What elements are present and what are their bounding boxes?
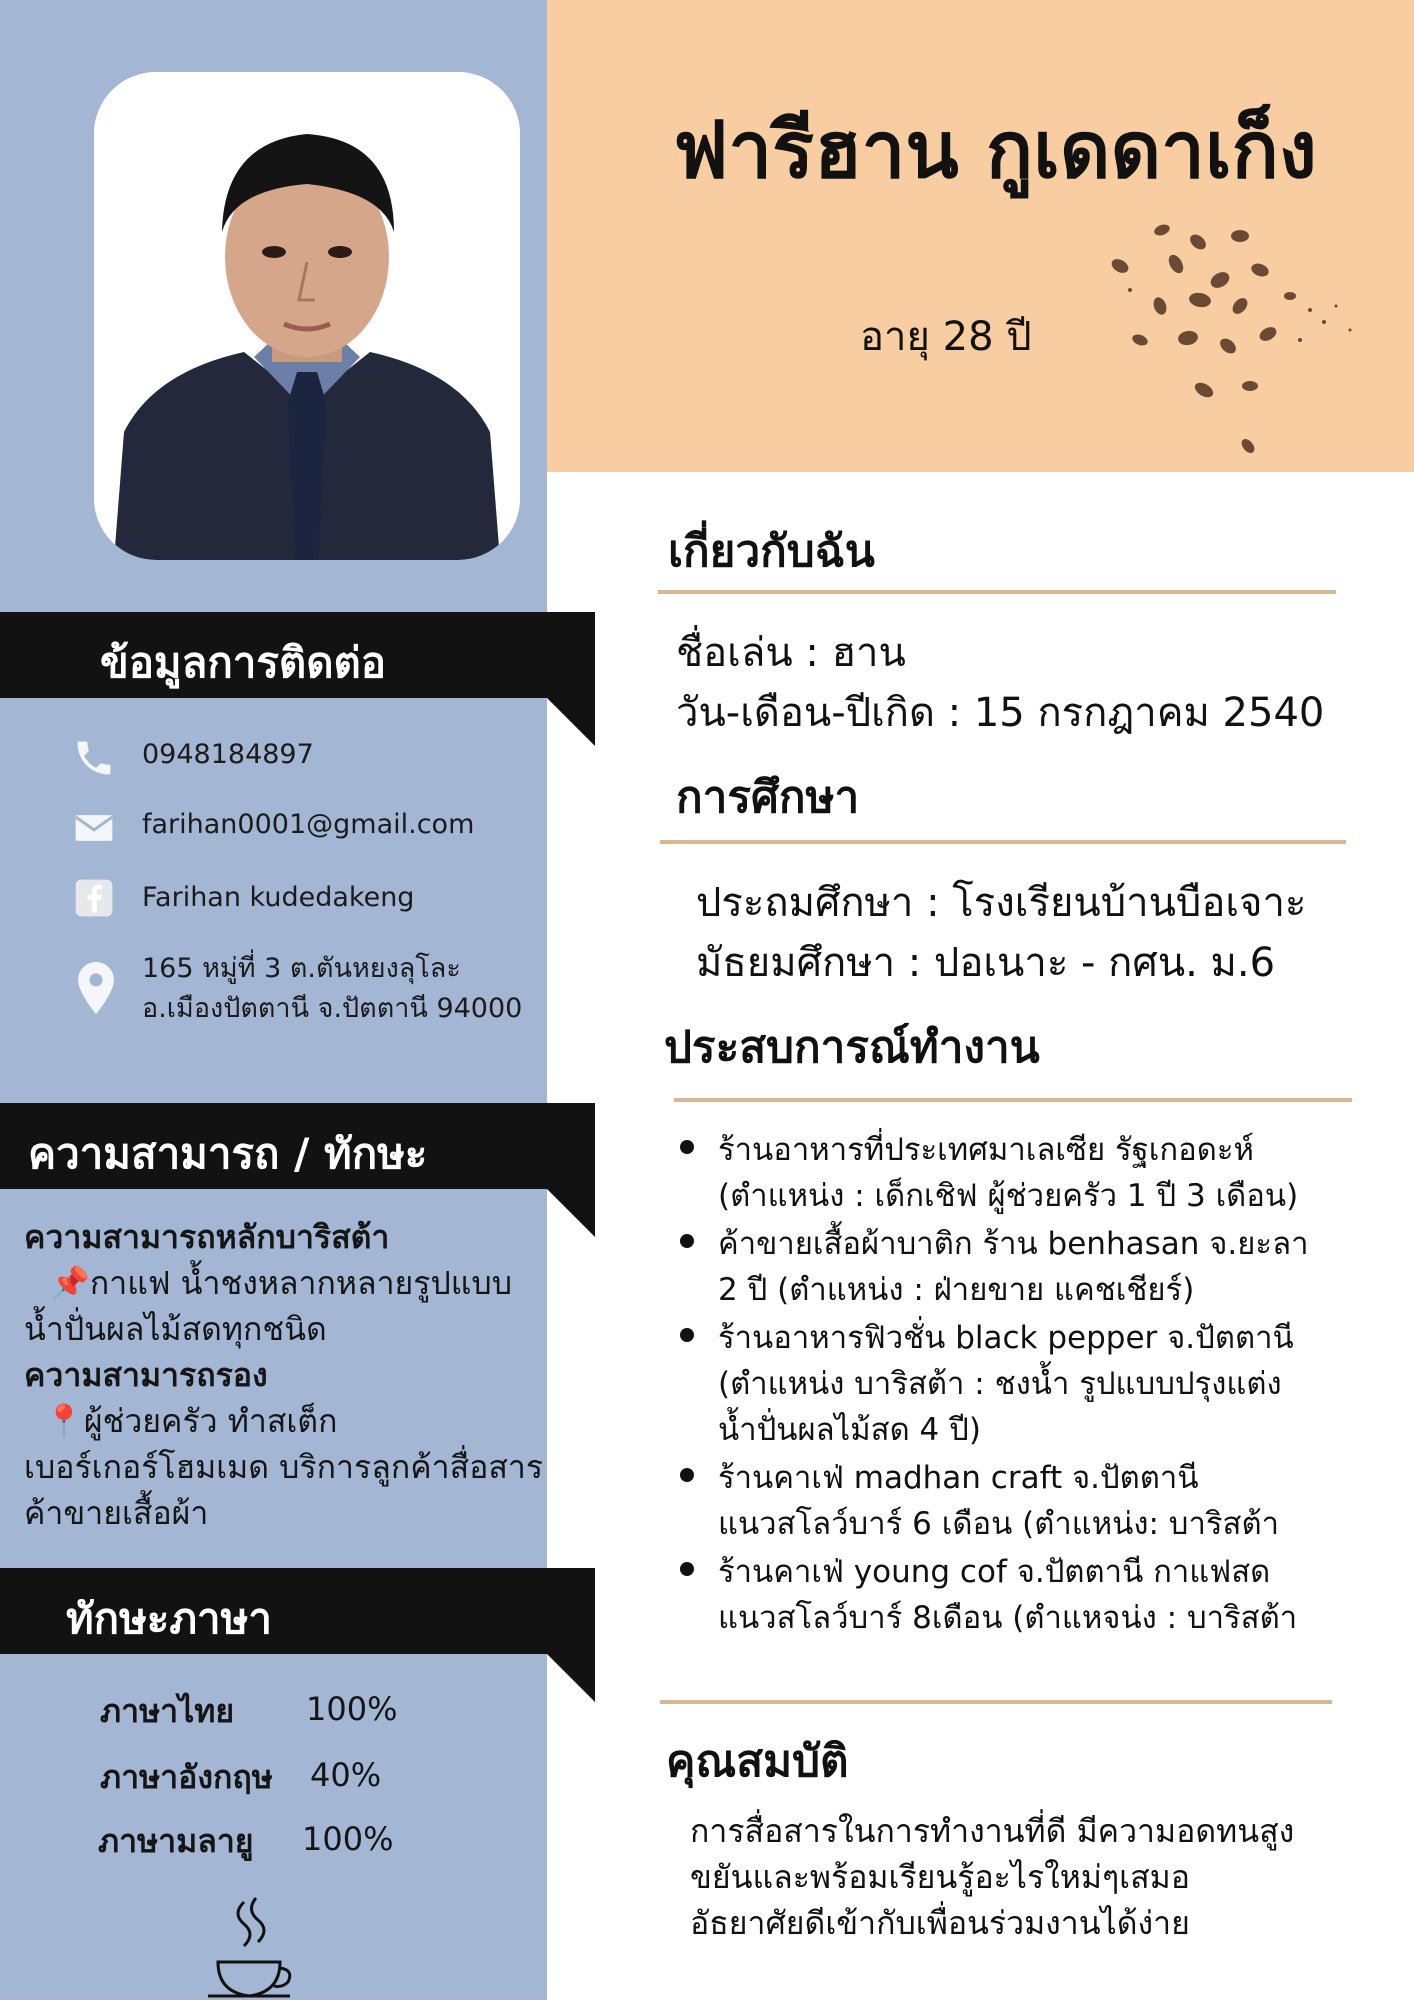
experience-item-1-line-1: ร้านอาหารที่ประเทศมาเลเซีย รัฐเกอดะห์ xyxy=(718,1132,1254,1168)
sub-skill-line-3: ค้าขายเสื้อผ้า xyxy=(24,1494,209,1532)
about-section-title: เกี่ยวกับฉัน xyxy=(668,526,875,577)
experience-bullet xyxy=(680,1328,694,1342)
experience-item-3-line-3: น้ำปั่นผลไม้สด 4 ปี) xyxy=(718,1412,981,1448)
contact-section-title: ข้อมูลการติดต่อ xyxy=(100,638,386,687)
language-level-thai: 100% xyxy=(306,1690,398,1728)
full-name: ฟารีฮาน กูเดดาเก็ง xyxy=(673,106,1317,196)
experience-item-3-line-2: (ตำแหน่ง บาริสต้า : ชงน้ำ รูปแบบปรุงแต่ง xyxy=(718,1366,1282,1402)
qualification-line-3: อัธยาศัยดีเข้ากับเพื่อนร่วมงานได้ง่าย xyxy=(690,1904,1190,1942)
experience-item-2-line-1: ค้าขายเสื้อผ้าบาติก ร้าน benhasan จ.ยะลา xyxy=(718,1226,1309,1262)
qualification-line-1: การสื่อสารในการทำงานที่ดี มีความอดทนสูง xyxy=(690,1812,1295,1850)
education-section-title: การศึกษา xyxy=(676,772,860,823)
about-divider xyxy=(658,590,1336,594)
experience-bullet xyxy=(680,1468,694,1482)
profile-photo xyxy=(94,72,520,560)
experience-bullet xyxy=(680,1562,694,1576)
age-text: อายุ 28 ปี xyxy=(860,314,1032,360)
address-line-1: 165 หมู่ที่ 3 ต.ตันหยงลุโละ xyxy=(142,953,461,984)
secondary-education: มัธยมศึกษา : ปอเนาะ - กศน. ม.6 xyxy=(696,940,1276,986)
experience-section-title: ประสบการณ์ทำงาน xyxy=(664,1022,1040,1073)
experience-item-4-line-1: ร้านคาเฟ่ madhan craft จ.ปัตตานี xyxy=(718,1460,1199,1496)
qualification-line-2: ขยันและพร้อมเรียนรู้อะไรใหม่ๆเสมอ xyxy=(690,1858,1190,1896)
main-skill-line-2: น้ำปั่นผลไม้สดทุกชนิด xyxy=(24,1310,327,1348)
contact-bar-notch xyxy=(547,698,595,746)
main-skill-heading: ความสามารถหลักบาริสต้า xyxy=(24,1218,390,1256)
nickname-text: ชื่อเล่น : ฮาน xyxy=(676,630,906,676)
language-name-thai: ภาษาไทย xyxy=(100,1692,235,1730)
experience-bullet xyxy=(680,1234,694,1248)
qualifications-section-title: คุณสมบัติ xyxy=(666,1736,849,1787)
qualifications-divider xyxy=(660,1700,1332,1704)
phone-icon xyxy=(72,736,116,780)
experience-item-5-line-1: ร้านคาเฟ่ young cof จ.ปัตตานี กาแฟสด xyxy=(718,1554,1271,1590)
language-level-english: 40% xyxy=(310,1756,382,1794)
sub-skill-line-2: เบอร์เกอร์โฮมเมด บริการลูกค้าสื่อสาร xyxy=(24,1448,543,1486)
birthdate-text: วัน-เดือน-ปีเกิด : 15 กรกฎาคม 2540 xyxy=(676,690,1325,736)
main-skill-line-1: 📌กาแฟ น้ำชงหลากหลายรูปแบบ xyxy=(50,1264,513,1302)
sub-skill-heading: ความสามารถรอง xyxy=(24,1356,268,1394)
skills-section-title: ความสามารถ / ทักษะ xyxy=(28,1129,428,1178)
experience-item-3-line-1: ร้านอาหารฟิวชั่น black pepper จ.ปัตตานี xyxy=(718,1320,1294,1356)
language-bar-notch xyxy=(547,1654,595,1702)
coffee-cup-icon xyxy=(204,1892,294,2000)
language-level-malay: 100% xyxy=(302,1820,394,1858)
education-divider xyxy=(660,840,1346,844)
language-section-title: ทักษะภาษา xyxy=(66,1594,272,1643)
sub-skill-line-1: 📍ผู้ช่วยครัว ทำสเต็ก xyxy=(44,1402,338,1440)
email-icon xyxy=(72,806,116,850)
address-line-2: อ.เมืองปัตตานี จ.ปัตตานี 94000 xyxy=(142,993,523,1024)
coffee-beans-icon xyxy=(1100,210,1380,460)
skills-bar-notch xyxy=(547,1189,595,1237)
experience-item-1-line-2: (ตำแหน่ง : เด็กเชิฟ ผู้ช่วยครัว 1 ปี 3 เดือน) xyxy=(718,1178,1299,1214)
primary-education: ประถมศึกษา : โรงเรียนบ้านบือเจาะ xyxy=(696,880,1307,926)
experience-item-4-line-2: แนวสโลว์บาร์ 6 เดือน (ตำแหน่ง: บาริสต้า xyxy=(718,1506,1279,1542)
experience-item-5-line-2: แนวสโลว์บาร์ 8เดือน (ตำแหจน่ง : บาริสต้า xyxy=(718,1600,1298,1636)
facebook-icon xyxy=(72,876,116,920)
location-pin-icon xyxy=(76,962,116,1014)
experience-divider xyxy=(674,1098,1352,1102)
facebook-name: Farihan kudedakeng xyxy=(142,882,415,913)
email-address: farihan0001@gmail.com xyxy=(142,809,475,840)
experience-item-2-line-2: 2 ปี (ตำแหน่ง : ฝ่ายขาย แคชเชียร์) xyxy=(718,1272,1195,1308)
language-name-english: ภาษาอังกฤษ xyxy=(100,1758,273,1796)
phone-number: 0948184897 xyxy=(142,739,314,770)
experience-bullet xyxy=(680,1140,694,1154)
language-name-malay: ภาษามลายู xyxy=(98,1822,254,1860)
